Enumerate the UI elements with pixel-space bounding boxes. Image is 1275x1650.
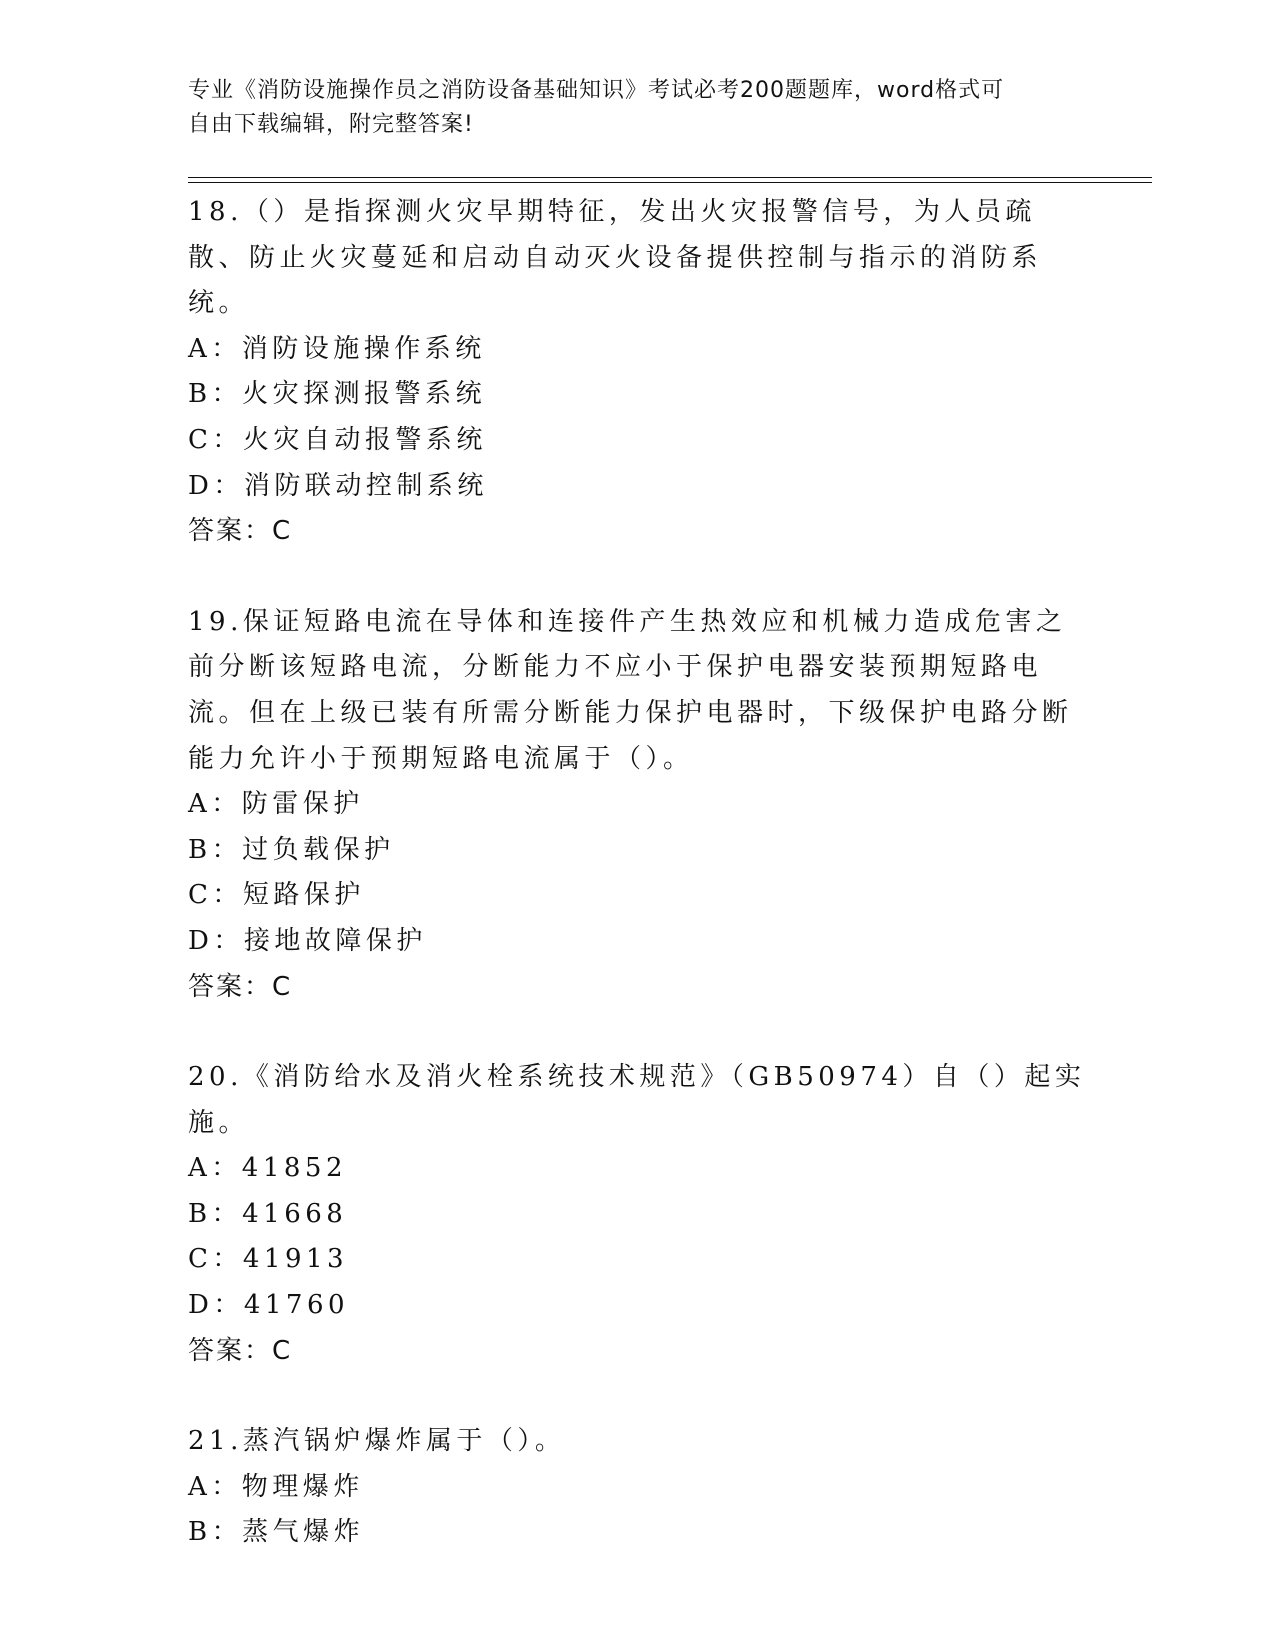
question-stem: 18.（）是指探测火灾早期特征，发出火灾报警信号，为人员疏散、防止火灾蔓延和启动自动灭火设备提供控制与指示的消防系统。: [188, 197, 1043, 319]
header-line-2: 自由下载编辑，附完整答案!: [188, 112, 474, 137]
header-divider-top: [188, 177, 1152, 178]
question-19: [188, 600, 1088, 1010]
question-list: [188, 190, 1088, 1556]
option-c: C：火灾自动报警系统: [188, 424, 487, 455]
answer: 答案：C: [188, 971, 293, 1002]
document-header: [188, 74, 1068, 142]
option-c: C：短路保护: [188, 880, 365, 911]
header-line-1: 专业《消防设施操作员之消防设备基础知识》考试必考200题题库，word格式可: [188, 78, 1005, 103]
header-divider-bottom: [188, 182, 1152, 183]
option-b: B：41668: [188, 1198, 348, 1229]
question-21: [188, 1419, 1088, 1556]
option-b: B：火灾探测报警系统: [188, 379, 487, 410]
question-stem: 21.蒸汽锅炉爆炸属于（）。: [188, 1426, 566, 1457]
option-b: B：过负载保护: [188, 834, 395, 865]
question-18: [188, 190, 1088, 555]
option-c: C：41913: [188, 1244, 349, 1275]
option-a: A：消防设施操作系统: [188, 333, 486, 364]
option-a: A：物理爆炸: [188, 1471, 364, 1502]
option-b: B：蒸气爆炸: [188, 1517, 365, 1548]
question-stem: 19.保证短路电流在导体和连接件产生热效应和机械力造成危害之前分断该短路电流，分断能力不应小于保护电器安装预期短路电流。但在上级已装有所需分断能力保护电器时，下级保护电路分断能力允许小于预期短路电流属于（）。: [188, 606, 1073, 774]
option-d: D：接地故障保护: [188, 925, 427, 956]
answer: 答案：C: [188, 516, 293, 547]
question-20: [188, 1055, 1088, 1374]
option-d: D：41760: [188, 1290, 350, 1321]
answer: 答案：C: [188, 1335, 293, 1366]
question-stem: 20.《消防给水及消火栓系统技术规范》（GB50974）自（）起实施。: [188, 1062, 1086, 1138]
option-a: A：防雷保护: [188, 789, 364, 820]
option-a: A：41852: [188, 1153, 347, 1184]
option-d: D：消防联动控制系统: [188, 470, 488, 501]
